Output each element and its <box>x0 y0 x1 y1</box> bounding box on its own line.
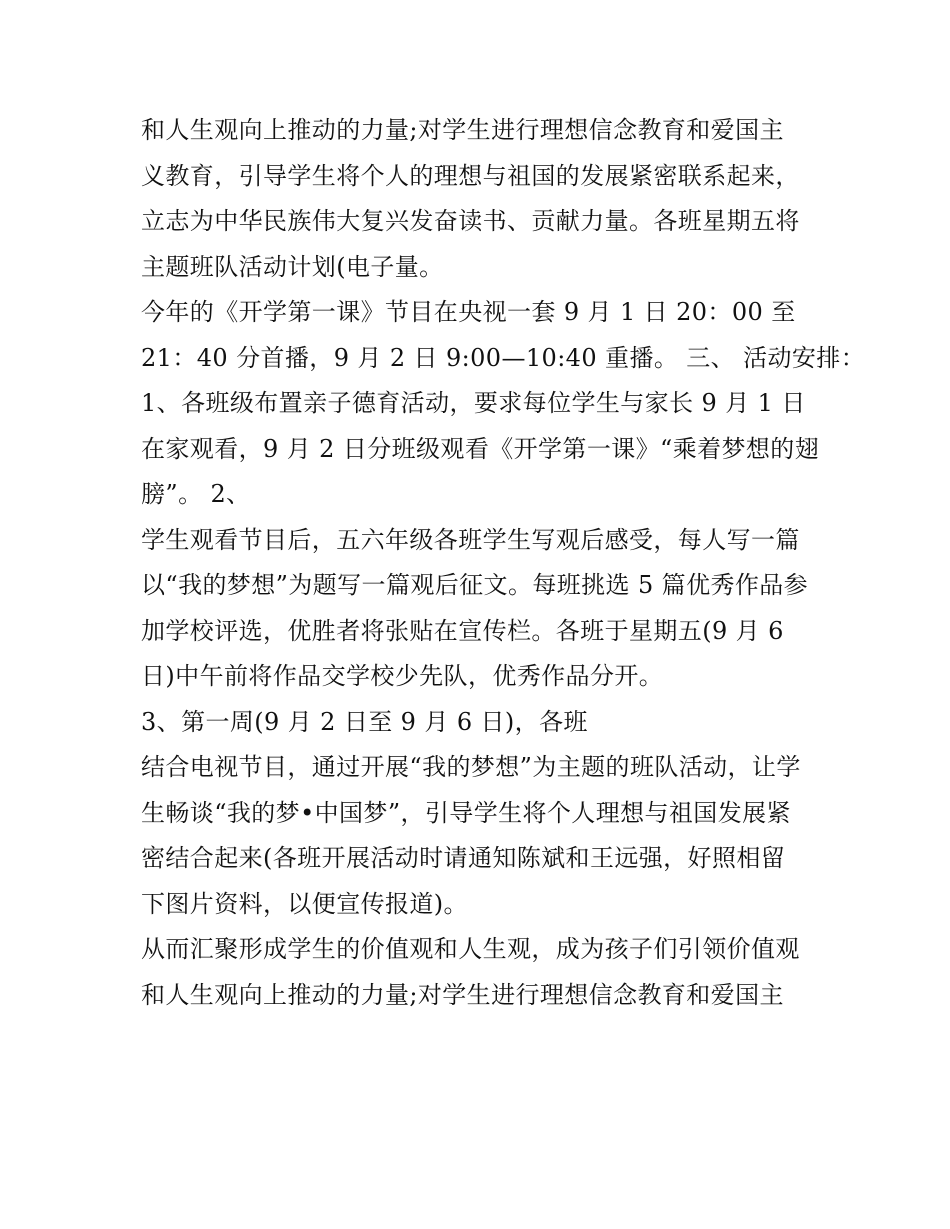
text-line: 加学校评选，优胜者将张贴在宣传栏。各班于星期五(9 月 6 <box>141 616 784 645</box>
text-line: 今年的《开学第一课》节目在央视一套 9 月 1 日 20：00 至 <box>141 298 796 326</box>
text-line: 立志为中华民族伟大复兴发奋读书、贡献力量。各班星期五将 <box>141 207 800 235</box>
text-line: 和人生观向上推动的力量;对学生进行理想信念教育和爱国主 <box>141 980 784 1009</box>
document-body <box>141 108 866 1018</box>
text-line: 在家观看，9 月 2 日分班级观看《开学第一课》“乘着梦想的翅 <box>141 434 820 463</box>
text-line: 以“我的梦想”为题写一篇观后征文。每班挑选 5 篇优秀作品参 <box>141 571 809 599</box>
text-line: 下图片资料，以便宣传报道)。 <box>141 889 468 918</box>
text-line: 1、各班级布置亲子德育活动，要求每位学生与家长 9 月 1 日 <box>141 389 806 417</box>
text-line: 21：40 分首播，9 月 2 日 9:00—10:40 重播。 三、 活动安排： <box>141 343 866 372</box>
text-line: 主题班队活动计划(电子量。 <box>141 252 444 281</box>
text-line: 膀”。 2、 <box>141 480 251 508</box>
text-line: 从而汇聚形成学生的价值观和人生观，成为孩子们引领价值观 <box>141 935 800 963</box>
text-line: 义教育，引导学生将个人的理想与祖国的发展紧密联系起来， <box>141 161 800 190</box>
text-line: 密结合起来(各班开展活动时请通知陈斌和王远强，好照相留 <box>141 844 786 872</box>
text-line: 学生观看节目后，五六年级各班学生写观后感受，每人写一篇 <box>141 525 800 554</box>
text-line: 和人生观向上推动的力量;对学生进行理想信念教育和爱国主 <box>141 116 784 144</box>
text-line: 结合电视节目，通过开展“我的梦想”为主题的班队活动，让学 <box>141 753 801 781</box>
text-line: 生畅谈“我的梦•中国梦”，引导学生将个人理想与祖国发展紧 <box>141 798 791 827</box>
text-line: 日)中午前将作品交学校少先队，优秀作品分开。 <box>141 662 664 690</box>
text-line: 3、第一周(9 月 2 日至 9 月 6 日)，各班 <box>141 707 588 736</box>
